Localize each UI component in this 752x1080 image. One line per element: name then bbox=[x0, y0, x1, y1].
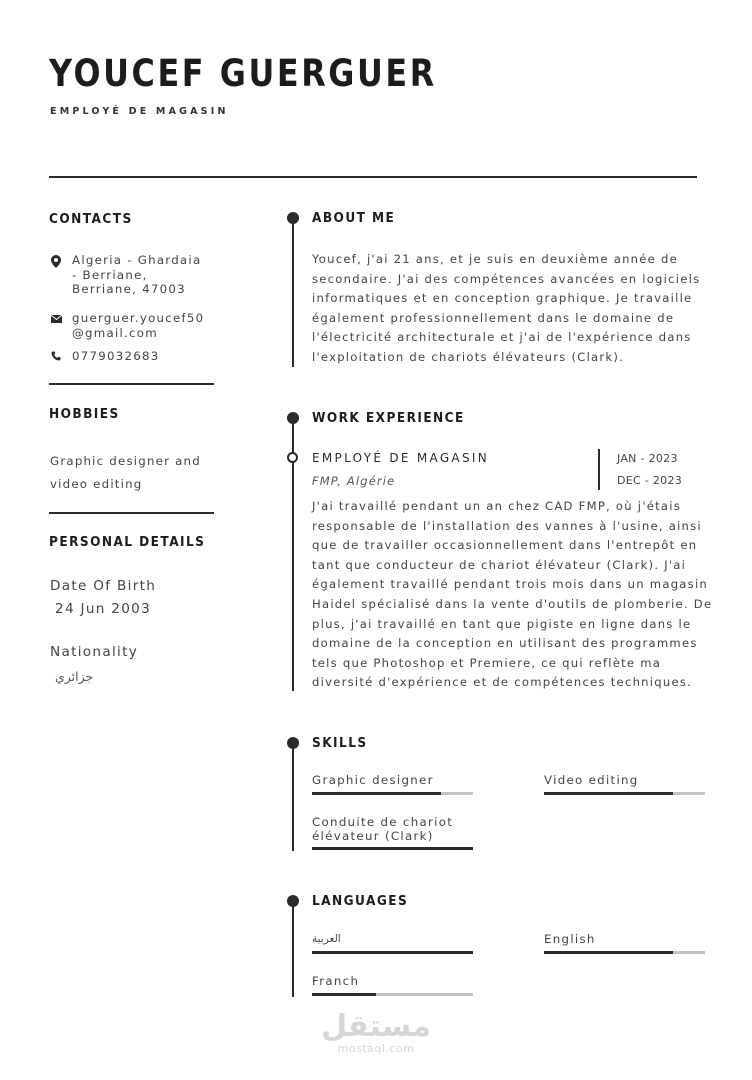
hobby-line: Graphic designer and bbox=[50, 454, 201, 468]
dob-value: 24 Jun 2003 bbox=[55, 601, 152, 617]
work-line: plus, j'ai travaillé en tant que pigiste en ligne dans le bbox=[312, 616, 692, 631]
job-end-date: DEC - 2023 bbox=[617, 474, 683, 487]
contact-phone bbox=[50, 349, 160, 364]
timeline-line bbox=[292, 901, 294, 997]
job-start-date: JAN - 2023 bbox=[617, 452, 678, 465]
language-label: Franch bbox=[312, 974, 360, 988]
watermark-arabic: مستقل bbox=[321, 1009, 431, 1044]
phone-icon bbox=[50, 351, 62, 361]
contacts-heading: CONTACTS bbox=[49, 211, 133, 227]
about-text bbox=[312, 250, 700, 368]
email-line: @gmail.com bbox=[72, 325, 159, 340]
about-line: l'exploitation de chariots élévateurs (Clark). bbox=[312, 349, 625, 364]
skill-bar-fill bbox=[312, 792, 441, 795]
language-bar-fill bbox=[544, 951, 673, 954]
hobbies-divider bbox=[49, 512, 214, 514]
hobbies-text bbox=[50, 450, 201, 496]
header-divider bbox=[49, 176, 697, 178]
work-heading: WORK EXPERIENCE bbox=[312, 410, 465, 426]
work-line: tant que conducteur de chariot élévateur (Clark). J'ai bbox=[312, 557, 687, 572]
languages-heading: LANGUAGES bbox=[312, 893, 409, 909]
work-line: également travaillé pendant trois mois dans un magasin bbox=[312, 577, 709, 592]
language-label: English bbox=[544, 932, 596, 946]
language-bar-fill bbox=[312, 993, 376, 996]
timeline-ring bbox=[287, 452, 298, 463]
watermark bbox=[312, 1010, 440, 1055]
skill-label-line: Conduite de chariot bbox=[312, 815, 454, 829]
about-line: Youcef, j'ai 21 ans, et je suis en deuxième année de bbox=[312, 252, 678, 266]
resume-name: YOUCEF GUERGUER bbox=[49, 52, 437, 95]
language-bar bbox=[312, 993, 473, 996]
email-line: guerguer.youcef50 bbox=[72, 311, 205, 325]
language-bar bbox=[312, 951, 473, 954]
address-line: Berriane, 47003 bbox=[72, 282, 186, 296]
skill-bar bbox=[544, 792, 705, 795]
skill-bar bbox=[312, 847, 473, 850]
resume-role: EMPLOYÉ DE MAGASIN bbox=[50, 106, 229, 117]
timeline-line bbox=[292, 743, 294, 851]
contact-address bbox=[50, 253, 201, 297]
about-line: secondaire. J'ai des compétences avancées en logiciels bbox=[312, 271, 701, 286]
nationality-value: جزائري bbox=[55, 669, 94, 684]
timeline-line bbox=[292, 218, 294, 367]
work-line: que de travailler occasionnellement dans l'entrepôt en bbox=[312, 538, 698, 553]
date-divider bbox=[598, 449, 600, 490]
work-line: domaine de la conception en utilisant des programmes bbox=[312, 636, 698, 651]
hobby-line: video editing bbox=[50, 477, 143, 491]
skill-label: Video editing bbox=[544, 773, 639, 787]
skill-label-line: élévateur (Clark) bbox=[312, 828, 434, 843]
job-title: EMPLOYÉ DE MAGASIN bbox=[312, 451, 489, 465]
envelope-icon bbox=[50, 315, 62, 323]
work-line: responsable de l'installation des vannes à l'usine, ainsi bbox=[312, 518, 702, 533]
skill-label bbox=[312, 816, 453, 843]
address-line: - Berriane, bbox=[72, 267, 148, 282]
dob-label: Date Of Birth bbox=[50, 578, 157, 594]
hobbies-heading: HOBBIES bbox=[49, 406, 120, 422]
about-line: l'électricité architecturale et j'ai de l'expérience dans bbox=[312, 330, 692, 345]
address-line: Algeria - Ghardaia bbox=[72, 253, 202, 267]
skills-heading: SKILLS bbox=[312, 735, 368, 751]
location-pin-icon bbox=[50, 255, 62, 268]
work-line: J'ai travaillé pendant un an chez CAD FMP, où j'étais bbox=[312, 499, 682, 513]
work-line: tels que Photoshop et Premiere, ce qui reflète ma bbox=[312, 655, 662, 670]
work-text bbox=[312, 497, 712, 693]
skill-label: Graphic designer bbox=[312, 773, 434, 787]
work-line: diversité d'expérience et de compétences techniques. bbox=[312, 675, 693, 690]
contacts-divider bbox=[49, 383, 214, 385]
contact-email bbox=[50, 311, 204, 340]
job-company: FMP, Algérie bbox=[312, 474, 396, 488]
watermark-latin: mostaql.com bbox=[337, 1042, 415, 1055]
nationality-label: Nationality bbox=[50, 644, 139, 660]
phone-number: 0779032683 bbox=[72, 349, 160, 363]
work-line: Haidel spécialisé dans la vente d'outils de plomberie. De bbox=[312, 596, 713, 611]
skill-bar bbox=[312, 792, 473, 795]
language-bar bbox=[544, 951, 705, 954]
language-bar-fill bbox=[312, 951, 473, 954]
about-line: informatiques et en conception graphique. Je travaille bbox=[312, 291, 693, 306]
about-heading: ABOUT ME bbox=[312, 210, 396, 226]
skill-bar-fill bbox=[312, 847, 473, 850]
language-label: العربية bbox=[312, 933, 341, 945]
about-line: également professionnellement dans le domaine de bbox=[312, 310, 675, 325]
skill-bar-fill bbox=[544, 792, 673, 795]
personal-details-heading: PERSONAL DETAILS bbox=[49, 534, 206, 550]
